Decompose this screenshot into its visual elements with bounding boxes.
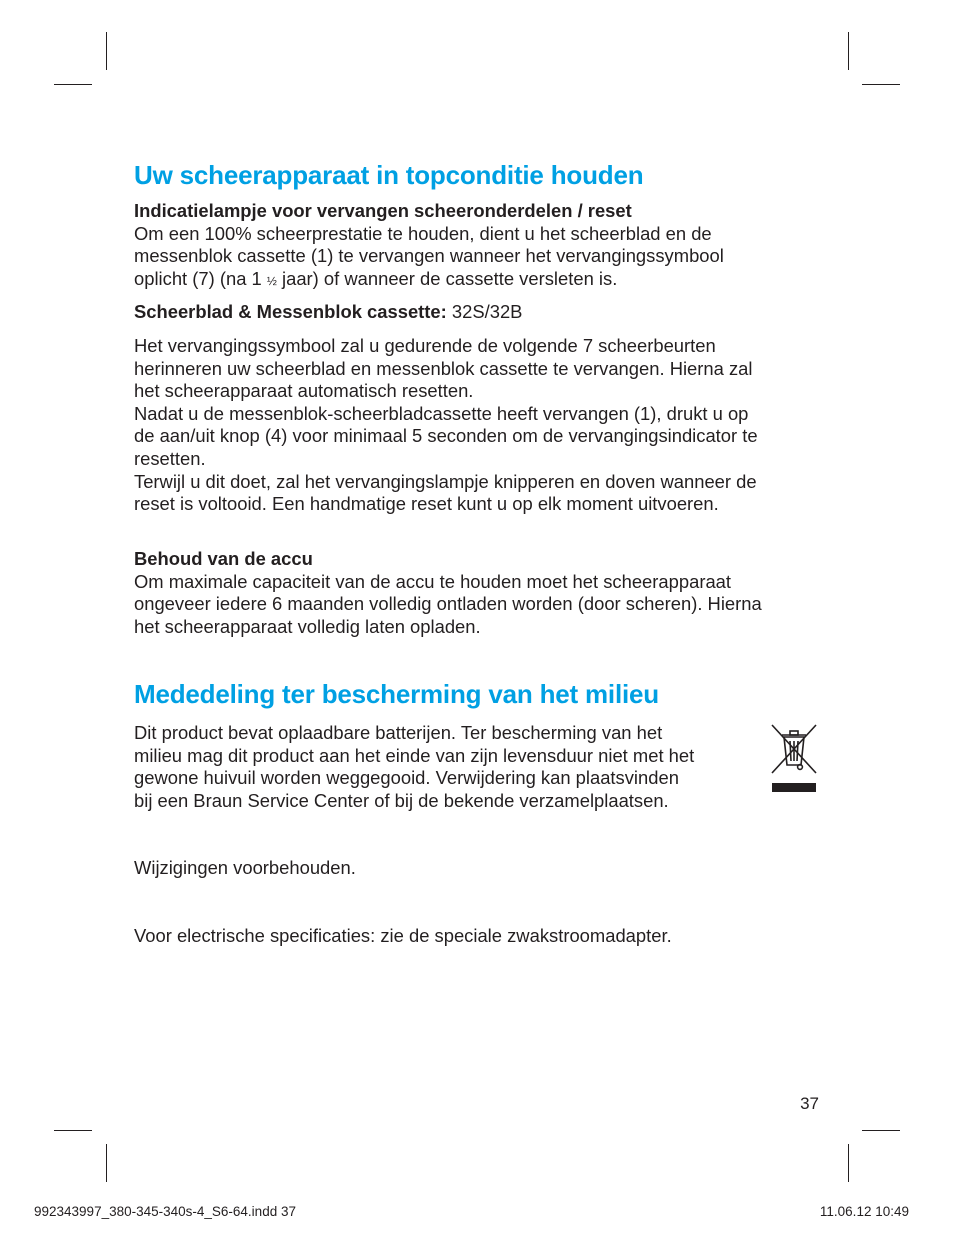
battery-text: Om maximale capaciteit van de accu te houden moet het scheerapparaat ongeveer iedere 6 maanden volledig ontladen worden (door scheren). Hierna het scheerapparaat volledig laten opladen. <box>134 570 762 637</box>
environment-paragraph: Dit product bevat oplaadbare batterijen. Ter bescherming van het milieu mag dit product aan het einde van zijn levensduur niet met het gewone huivuil worden weggegooid. Verwijdering kan plaatsvinden bij een Braun Service Center of bij de bekende verzamelplaatsen. <box>134 722 695 811</box>
cassette-value: 32S/32B <box>446 301 523 322</box>
indicator-fraction: ½ <box>266 273 277 288</box>
crop-mark <box>54 1130 92 1131</box>
indicator-paragraph <box>134 200 724 292</box>
changes-note: Wijzigingen voorbehouden. <box>134 857 356 878</box>
indicator-text-b: jaar) of wanneer de cassette versleten is. <box>276 267 618 289</box>
crop-mark <box>848 32 849 70</box>
battery-paragraph <box>134 548 762 638</box>
section-heading-environment: Mededeling ter bescherming van het milieu <box>134 679 659 709</box>
crossed-out-wheelie-bin-icon <box>770 723 818 795</box>
indicator-text-a: Om een 100% scheerprestatie te houden, dient u het scheerblad en de messenblok cassette (1) te vervangen wanneer het vervangingssymbool oplicht (7) (na 1 <box>134 222 724 289</box>
reset-paragraph: Het vervangingssymbool zal u gedurende de volgende 7 scheerbeurten herinneren uw scheerblad en messenblok cassette te vervangen. Hierna zal het scheerapparaat automatisch resetten. Nadat u de messenblok-scheerbladcassette heeft vervangen (1), drukt u op de aan/uit knop (4) voor minimaal 5 seconden om de vervangingsindicator te resetten. Terwijl u dit doet, zal het vervangingslampje knipperen en doven wanneer de reset is voltooid. Een handmatige reset kunt u op elk moment uitvoeren. <box>134 335 758 515</box>
battery-subheading: Behoud van de accu <box>134 548 313 569</box>
file-info: 992343997_380-345-340s-4_S6-64.indd 37 <box>34 1204 296 1219</box>
crop-mark <box>54 84 92 85</box>
electrical-note: Voor electrische specificaties: zie de speciale zwakstroomadapter. <box>134 925 672 946</box>
crop-mark <box>848 1144 849 1182</box>
date-time: 11.06.12 10:49 <box>819 1204 909 1219</box>
crop-mark <box>862 1130 900 1131</box>
crop-mark <box>106 32 107 70</box>
crop-mark <box>862 84 900 85</box>
crop-mark <box>106 1144 107 1182</box>
page-number: 37 <box>800 1094 819 1113</box>
cassette-label: Scheerblad & Messenblok cassette: <box>134 301 447 322</box>
section-heading-care: Uw scheerapparaat in topconditie houden <box>134 160 644 190</box>
cassette-line <box>134 301 522 324</box>
indicator-subheading: Indicatielampje voor vervangen scheeronderdelen / reset <box>134 200 632 221</box>
